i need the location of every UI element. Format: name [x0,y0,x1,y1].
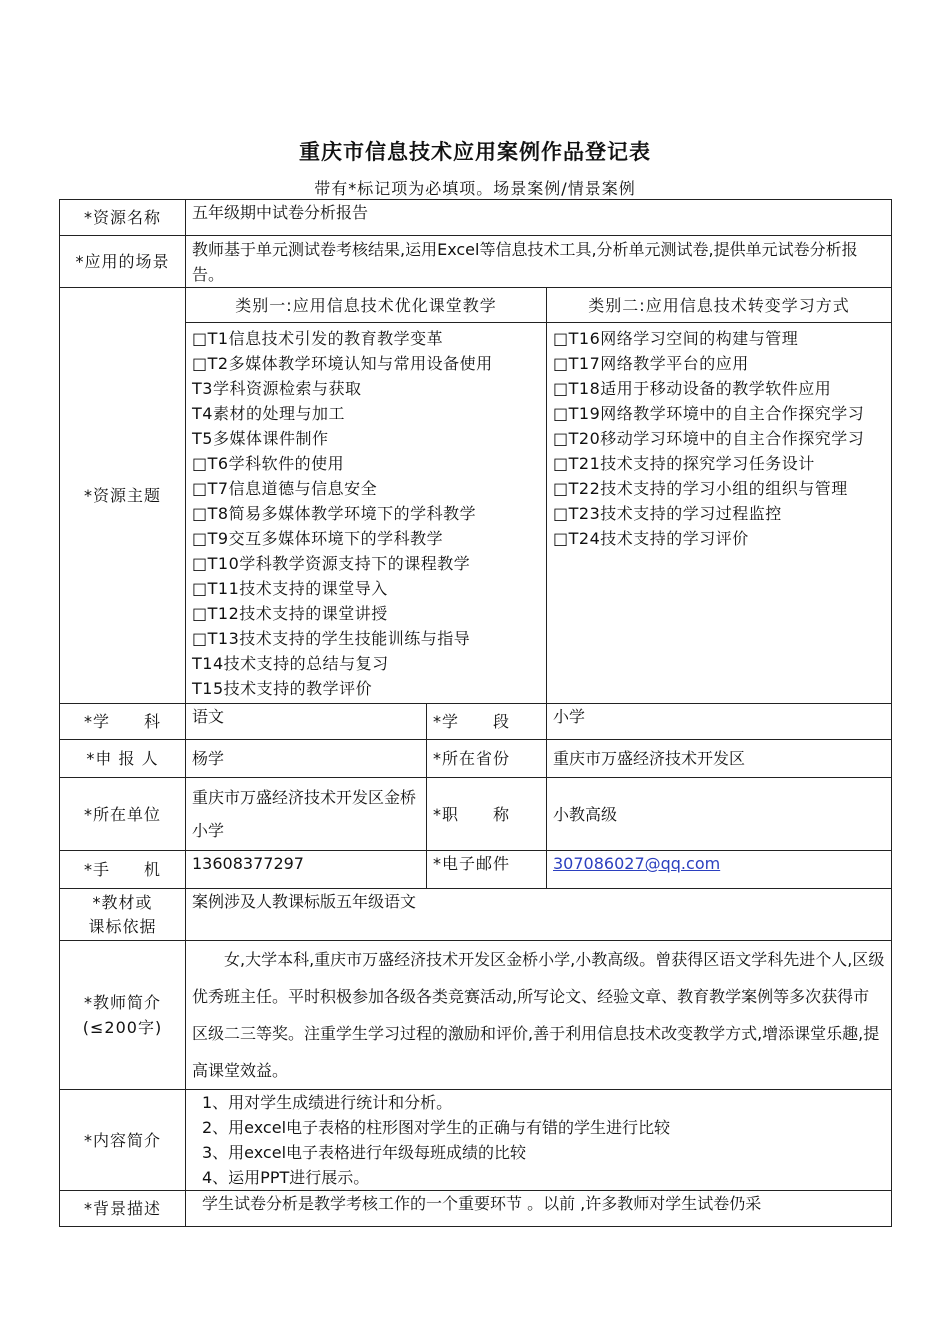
row-subject [60,704,892,740]
unit-value: 重庆市万盛经济技术开发区金桥小学 [186,778,427,851]
form-subtitle: 带有*标记项为必填项。场景案例/情景案例 [314,179,636,198]
row-applicant [60,740,892,778]
topics-label: *资源主题 [60,288,186,704]
stage-value: 小学 [547,704,892,740]
background-value: 学生试卷分析是教学考核工作的一个重要环节 。以前 ,许多教师对学生试卷仍采 [186,1191,892,1227]
topic-item: □T1信息技术引发的教育教学变革 [192,329,444,348]
topic-item: □T13技术支持的学生技能训练与指导 [192,629,471,648]
textbook-value: 案例涉及人教课标版五年级语文 [186,889,892,941]
row-scenario [60,236,892,288]
content-line: 2、用excel电子表格的柱形图对学生的正确与有错的学生进行比较 [202,1118,671,1137]
topic-item: □T6学科软件的使用 [192,454,345,473]
topic-item: □T12技术支持的课堂讲授 [192,604,388,623]
topic-item: □T9交互多媒体环境下的学科教学 [192,529,444,548]
textbook-label [60,889,186,941]
category-2-heading: 类别二:应用信息技术转变学习方式 [547,288,892,323]
row-resource-name [60,200,892,236]
email-link[interactable]: 307086027@qq.com [553,854,721,873]
topic-item: □T17网络教学平台的应用 [553,354,749,373]
category-1-heading: 类别一:应用信息技术优化课堂教学 [186,288,547,323]
topic-item: □T10学科教学资源支持下的课程教学 [192,554,471,573]
textbook-label-line2: 课标依据 [88,916,157,936]
topic-item: □T19网络教学环境中的自主合作探究学习 [553,404,865,423]
row-teacher-bio [60,941,892,1090]
title-rank-value: 小教高级 [547,778,892,851]
topic-item: □T22技术支持的学习小组的组织与管理 [553,479,848,498]
topic-item: □T16网络学习空间的构建与管理 [553,329,799,348]
content-line: 3、用excel电子表格进行年级每班成绩的比较 [202,1143,527,1162]
content-label: *内容简介 [60,1090,186,1191]
category-1-list [186,323,547,704]
resource-name-value: 五年级期中试卷分析报告 [186,200,892,236]
topic-item: □T8简易多媒体教学环境下的学科教学 [192,504,477,523]
teacher-bio-label [60,941,186,1090]
registration-form-table [59,199,892,1227]
category-2-list [547,323,892,704]
topic-item: □T7信息道德与信息安全 [192,479,378,498]
topic-item: T15技术支持的教学评价 [192,679,373,698]
subject-value: 语文 [186,704,427,740]
topic-item: T3学科资源检索与获取 [192,379,362,398]
topic-item: T4素材的处理与加工 [192,404,345,423]
phone-value: 13608377297 [186,851,427,889]
resource-name-label: *资源名称 [60,200,186,236]
scenario-value: 教师基于单元测试卷考核结果,运用Excel等信息技术工具,分析单元测试卷,提供单元试卷分析报告。 [186,236,892,288]
email-cell [547,851,892,889]
topic-item: □T24技术支持的学习评价 [553,529,749,548]
applicant-value: 杨学 [186,740,427,778]
teacher-bio-label-line2: (≤200字) [82,1018,163,1037]
textbook-label-line1: *教材或 [92,892,153,912]
teacher-bio-label-line1: *教师简介 [83,993,161,1012]
topic-item: □T21技术支持的探究学习任务设计 [553,454,815,473]
row-content [60,1090,892,1191]
topic-item: □T20移动学习环境中的自主合作探究学习 [553,429,865,448]
content-line: 4、运用PPT进行展示。 [202,1168,370,1187]
topic-item: □T23技术支持的学习过程监控 [553,504,782,523]
background-label: *背景描述 [60,1191,186,1227]
teacher-bio-value: 女,大学本科,重庆市万盛经济技术开发区金桥小学,小教高级。曾获得区语文学科先进个人,区级优秀班主任。平时积极参加各级各类竞赛活动,所写论文、经验文章、教育教学案例等多次获得市区级二三等奖。注重学生学习过程的激励和评价,善于利用信息技术改变教学方式,增添课堂乐趣,提高课堂效益。 [186,941,892,1090]
row-contact [60,851,892,889]
applicant-label: *申 报 人 [60,740,186,778]
row-topic-categories [60,288,892,323]
province-value: 重庆市万盛经济技术开发区 [547,740,892,778]
province-label: *所在省份 [427,740,547,778]
title-rank-label: *职 称 [427,778,547,851]
subject-label: *学 科 [60,704,186,740]
phone-label: *手 机 [60,851,186,889]
row-background [60,1191,892,1227]
row-textbook [60,889,892,941]
form-title: 重庆市信息技术应用案例作品登记表 [299,140,651,164]
email-label: *电子邮件 [427,851,547,889]
unit-label: *所在单位 [60,778,186,851]
stage-label: *学 段 [427,704,547,740]
topic-item: □T18适用于移动设备的教学软件应用 [553,379,832,398]
topic-item: □T11技术支持的课堂导入 [192,579,388,598]
scenario-label: *应用的场景 [60,236,186,288]
topic-item: T5多媒体课件制作 [192,429,329,448]
content-value [186,1090,892,1191]
row-unit [60,778,892,851]
topic-item: □T2多媒体教学环境认知与常用设备使用 [192,354,493,373]
topic-item: T14技术支持的总结与复习 [192,654,389,673]
content-line: 1、用对学生成绩进行统计和分析。 [202,1093,453,1112]
